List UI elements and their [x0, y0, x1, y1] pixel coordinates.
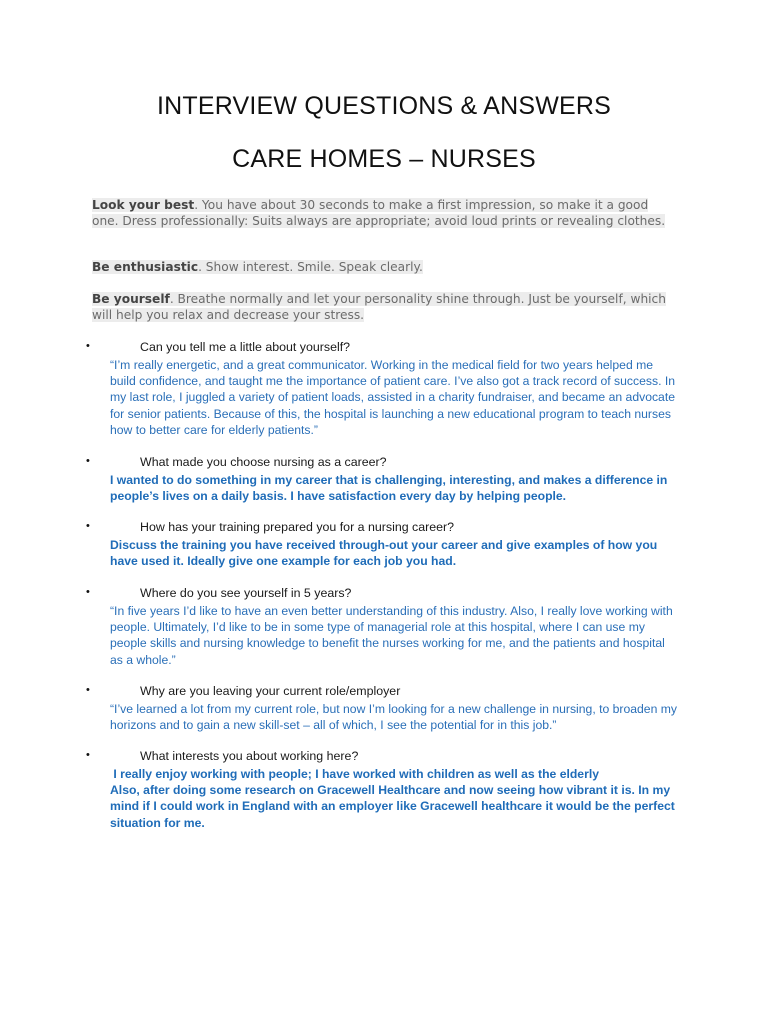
answer-text: Discuss the training you have received through-out your career and give examples of how you have used it. Ideally give one example for each job you had.	[110, 538, 658, 569]
answer-text: “I’ve learned a lot from my current role, but now I’m looking for a new challenge in nursing, to broaden my horizons and to gain a new skill-set – all of which, I see the potential for in this job.”	[110, 702, 677, 733]
bullet-icon: •	[86, 586, 90, 598]
answer-line: I really enjoy working with people; I have worked with children as well as the elderly	[110, 767, 599, 781]
question-text: What interests you about working here?	[140, 749, 359, 763]
tip-be-enthusiastic	[92, 260, 672, 276]
answer-text: “I’m really energetic, and a great communicator. Working in the medical field for two years helped me build confidence, and taught me the importance of patient care. I’ve also got a track record of success. In my last role, I juggled a variety of patient loads, assisted in a charity fundraiser, and became an advocate for senior patients. Because of this, the hospital is launching a new educational program to teach nurses how to better care for elderly patients.”	[110, 358, 676, 437]
bullet-icon: •	[86, 749, 90, 761]
question-text: How has your training prepared you for a nursing career?	[140, 520, 455, 534]
tip-label: Be yourself	[92, 292, 170, 306]
question-text: Where do you see yourself in 5 years?	[140, 586, 352, 600]
tip-label: Be enthusiastic	[92, 260, 199, 274]
tip-be-yourself	[92, 292, 672, 323]
tip-text: . Breathe normally and let your personality shine through. Just be yourself, which will help you relax and decrease your stress.	[92, 292, 666, 322]
answer-text: I wanted to do something in my career that is challenging, interesting, and makes a difference in people’s lives on a daily basis. I have satisfaction every day by helping people.	[110, 473, 668, 504]
tip-text: . You have about 30 seconds to make a first impression, so make it a good one. Dress professionally: Suits always are appropriate; avoid loud prints or revealing clothes.	[92, 198, 666, 228]
question-text: Can you tell me a little about yourself?	[140, 340, 351, 354]
bullet-icon: •	[86, 340, 90, 352]
bullet-icon: •	[86, 684, 90, 696]
answer-text	[110, 766, 680, 831]
document-title: INTERVIEW QUESTIONS & ANSWERS	[156, 92, 612, 120]
tip-label: Look your best	[92, 198, 195, 212]
bullet-icon: •	[86, 520, 90, 532]
answer-text: “In five years I’d like to have an even better understanding of this industry. Also, I really love working with people. Ultimately, I’d like to be in some type of managerial role at this hospital, where I can use my people skills and nursing knowledge to benefit the nurses working for me, and the patients and hospital as a whole.”	[110, 604, 673, 667]
bullet-icon: •	[86, 455, 90, 467]
question-text: Why are you leaving your current role/employer	[140, 684, 401, 698]
question-text: What made you choose nursing as a career?	[140, 455, 387, 469]
answer-line: Also, after doing some research on Gracewell Healthcare and now seeing how vibrant it is. In my mind if I could work in England with an employer like Gracewell healthcare it would be the perfect situation for me.	[110, 783, 675, 830]
tip-look-your-best	[92, 198, 672, 229]
tip-text: . Show interest. Smile. Speak clearly.	[198, 260, 423, 274]
document-subtitle: CARE HOMES – NURSES	[232, 145, 536, 173]
